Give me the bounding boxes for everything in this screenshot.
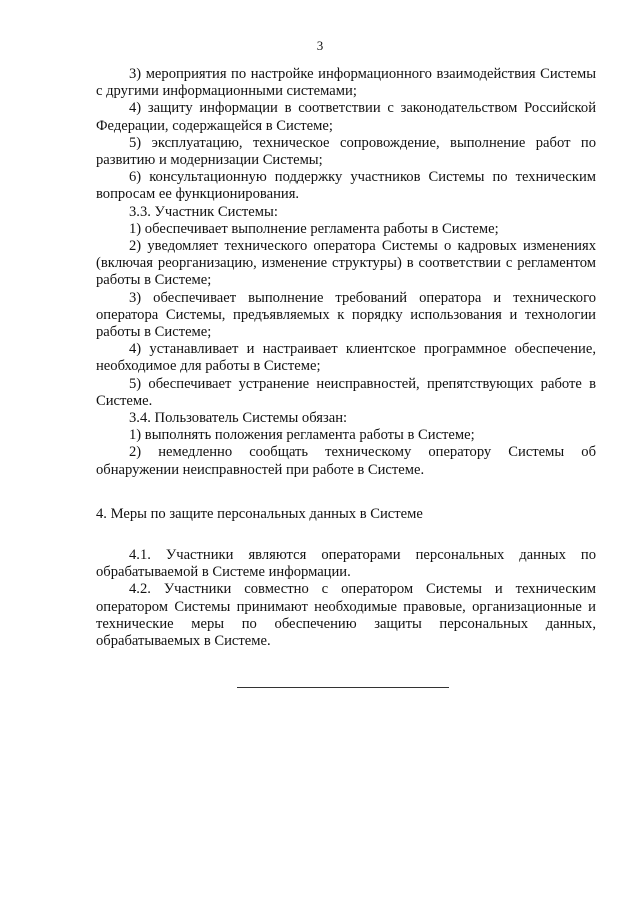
paragraph-item-6: 6) консультационную поддержку участников Системы по техническим вопросам ее функционирования. [96, 169, 596, 203]
clause-3-3-item-1: 1) обеспечивает выполнение регламента работы в Системе; [129, 220, 499, 237]
page-number: 3 [316, 38, 324, 53]
paragraph-item-5: 5) эксплуатацию, техническое сопровождение, выполнение работ по развитию и модернизации Системы; [96, 134, 596, 169]
clause-3-4-item-2: 2) немедленно сообщать техническому оператору Системы об обнаружении неисправностей при работе в Системе. [96, 444, 596, 478]
clause-3-3-title: 3.3. Участник Системы: [129, 203, 278, 220]
document-body [96, 66, 596, 650]
paragraph-item-4: 4) защиту информации в соответствии с законодательством Российской Федерации, содержащейся в Системе; [96, 100, 596, 134]
clause-3-3-item-2: 2) уведомляет технического оператора Системы о кадровых изменениях (включая реорганизацию, изменение структуры) в соответствии с регламентом работы в Системе; [96, 238, 596, 289]
clause-4-1: 4.1. Участники являются операторами персональных данных по обрабатываемой в Системе информации. [96, 547, 596, 581]
clause-3-3-item-3: 3) обеспечивает выполнение требований оператора и технического оператора Системы, предъявляемых к порядку использования и технологии работы в Системе; [96, 289, 596, 341]
clause-3-3-item-4: 4) устанавливает и настраивает клиентское программное обеспечение, необходимое для работы в Системе; [96, 341, 596, 375]
clause-4-2: 4.2. Участники совместно с оператором Системы и техническим оператором Системы принимают необходимые правовые, организационные и технические меры по обеспечению защиты персональных данных, обрабатываемых в Системе. [96, 581, 596, 650]
clause-3-4-title: 3.4. Пользователь Системы обязан: [129, 410, 348, 427]
paragraph-item-3: 3) мероприятия по настройке информационного взаимодействия Системы с другими информационными системами; [96, 66, 596, 100]
section-heading: 4. Меры по защите персональных данных в Системе [96, 505, 423, 522]
clause-3-3-item-5: 5) обеспечивает устранение неисправностей, препятствующих работе в Системе. [96, 375, 596, 409]
clause-3-4-item-1: 1) выполнять положения регламента работы в Системе; [129, 427, 475, 444]
end-divider-line [237, 687, 449, 688]
